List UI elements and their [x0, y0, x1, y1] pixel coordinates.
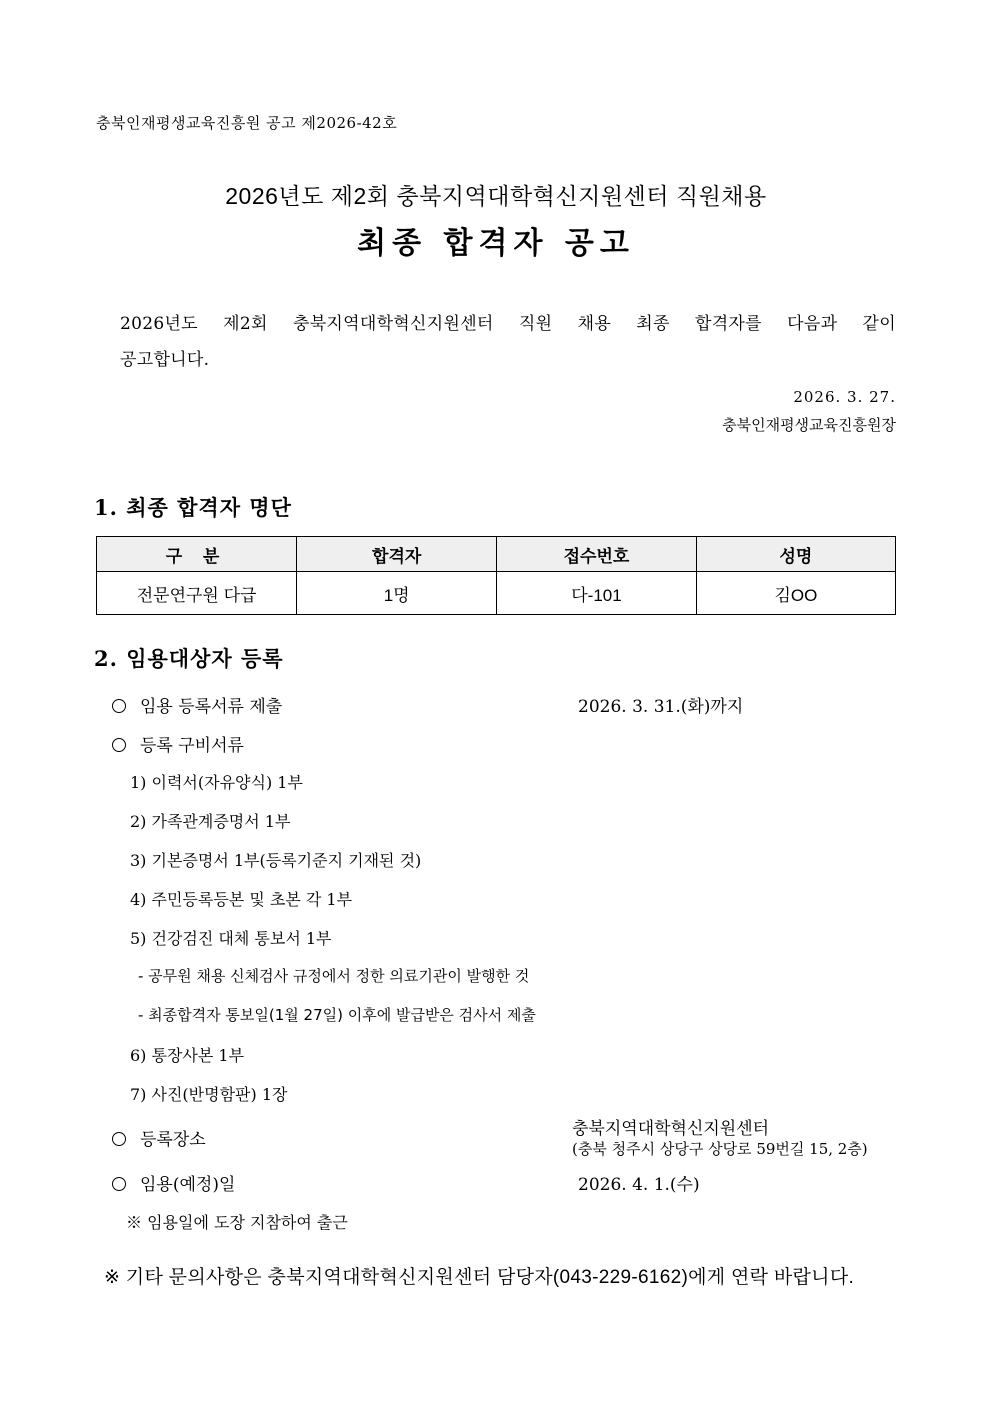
document-list-item: 6) 통장사본 1부 — [130, 1046, 245, 1065]
page-title: 2026년도 제2회 충북지역대학혁신지원센터 직원채용 — [225, 183, 767, 209]
final-candidates-table — [96, 536, 896, 615]
intro-paragraph — [120, 306, 896, 378]
notice-number: 충북인재평생교육진흥원 공고 제2026-42호 — [96, 114, 398, 132]
location-label: 등록장소 — [140, 1130, 206, 1150]
announcement-date: 2026. 3. 27. — [793, 388, 896, 406]
document-list-item: 4) 주민등록등본 및 초본 각 1부 — [130, 890, 353, 909]
submission-item — [112, 692, 282, 717]
document-list-item: 2) 가족관계증명서 1부 — [130, 812, 291, 831]
signer: 충북인재평생교육진흥원장 — [722, 416, 896, 434]
intro-line-1: 2026년도 제2회 충북지역대학혁신지원센터 직원 채용 최종 합격자를 다음과 같이 — [120, 314, 896, 334]
document-list-item: 5) 건강검진 대체 통보서 1부 — [130, 929, 332, 948]
table-header-row — [97, 537, 896, 572]
circle-bullet-icon — [112, 699, 126, 713]
documents-item — [112, 731, 244, 756]
health-note: - 공무원 채용 신체검사 규정에서 정한 의료기관이 발행한 것 — [138, 967, 530, 985]
cell-passed-count: 1명 — [297, 572, 497, 615]
circle-bullet-icon — [112, 1177, 126, 1191]
page-subtitle: 최종 합격자 공고 — [357, 226, 635, 261]
appointment-label: 임용(예정)일 — [140, 1175, 236, 1195]
location-name: 충북지역대학혁신지원센터 — [572, 1119, 770, 1139]
cell-application-number: 다-101 — [497, 572, 697, 615]
document-list-item: 1) 이력서(자유양식) 1부 — [130, 773, 303, 792]
location-item — [112, 1125, 206, 1150]
submission-deadline: 2026. 3. 31.(화)까지 — [578, 697, 744, 717]
document-list-item: 3) 기본증명서 1부(등록기준지 기재된 것) — [130, 851, 422, 870]
column-header-application-number: 접수번호 — [497, 537, 697, 572]
appointment-item — [112, 1170, 235, 1195]
appointment-date: 2026. 4. 1.(수) — [578, 1175, 700, 1195]
circle-bullet-icon — [112, 1132, 126, 1146]
column-header-name: 성명 — [696, 537, 895, 572]
location-address: (충북 청주시 상당구 상당로 59번길 15, 2층) — [572, 1140, 868, 1158]
column-header-category: 구 분 — [97, 537, 297, 572]
cell-name: 김OO — [696, 572, 895, 615]
document-list-item: 7) 사진(반명함판) 1장 — [130, 1085, 288, 1104]
documents-label: 등록 구비서류 — [140, 736, 244, 756]
contact-note: ※ 기타 문의사항은 충북지역대학혁신지원센터 담당자(043-229-6162)에게 연락 바랍니다. — [104, 1267, 855, 1288]
table-row — [97, 572, 896, 615]
section-1-heading: 1. 최종 합격자 명단 — [94, 495, 292, 520]
intro-line-2: 공고합니다. — [120, 350, 210, 370]
submission-label: 임용 등록서류 제출 — [140, 697, 283, 717]
appointment-note: ※ 임용일에 도장 지참하여 출근 — [126, 1213, 348, 1232]
circle-bullet-icon — [112, 738, 126, 752]
cell-category: 전문연구원 다급 — [97, 572, 297, 615]
section-2-heading: 2. 임용대상자 등록 — [94, 646, 284, 671]
health-note: - 최종합격자 통보일(1월 27일) 이후에 발급받은 검사서 제출 — [138, 1006, 536, 1024]
column-header-passed-count: 합격자 — [297, 537, 497, 572]
